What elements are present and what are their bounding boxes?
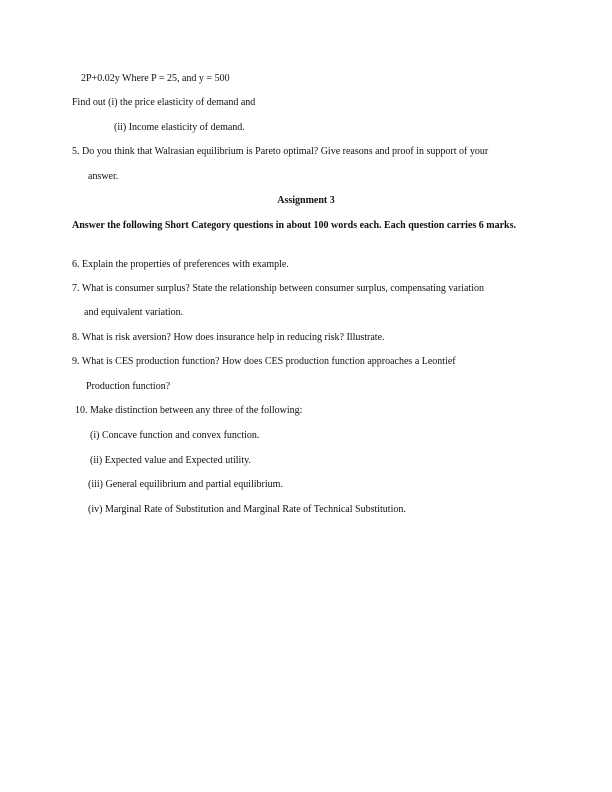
question-5-line-1: 5. Do you think that Walrasian equilibrium is Pareto optimal? Give reasons and proof in support of your	[72, 146, 489, 157]
assignment-heading: Assignment 3	[277, 195, 335, 206]
find-out-line: Find out (i) the price elasticity of demand and	[72, 97, 256, 108]
demand-function-line: 2P+0.02y Where P = 25, and y = 500	[81, 73, 230, 84]
question-6: 6. Explain the properties of preferences with example.	[72, 259, 289, 270]
question-7-line-1: 7. What is consumer surplus? State the relationship between consumer surplus, compensating variation	[72, 283, 484, 294]
income-elasticity-line: (ii) Income elasticity of demand.	[114, 122, 245, 133]
question-9-line-2: Production function?	[86, 381, 171, 392]
question-7-line-2: and equivalent variation.	[84, 307, 184, 318]
question-10-item: (i) Concave function and convex function.	[90, 430, 260, 441]
question-10-item: (iv) Marginal Rate of Substitution and Marginal Rate of Technical Substitution.	[88, 504, 406, 515]
question-5-line-2: answer.	[88, 171, 119, 182]
question-10-item: (iii) General equilibrium and partial equilibrium.	[88, 479, 283, 490]
question-8: 8. What is risk aversion? How does insurance help in reducing risk? Illustrate.	[72, 332, 385, 343]
assignment-instructions: Answer the following Short Category questions in about 100 words each. Each question carries 6 marks.	[72, 220, 516, 231]
question-9-line-1: 9. What is CES production function? How does CES production function approaches a Leontief	[72, 356, 456, 367]
question-10: 10. Make distinction between any three of the following:	[75, 405, 303, 416]
question-10-item: (ii) Expected value and Expected utility.	[90, 455, 251, 466]
